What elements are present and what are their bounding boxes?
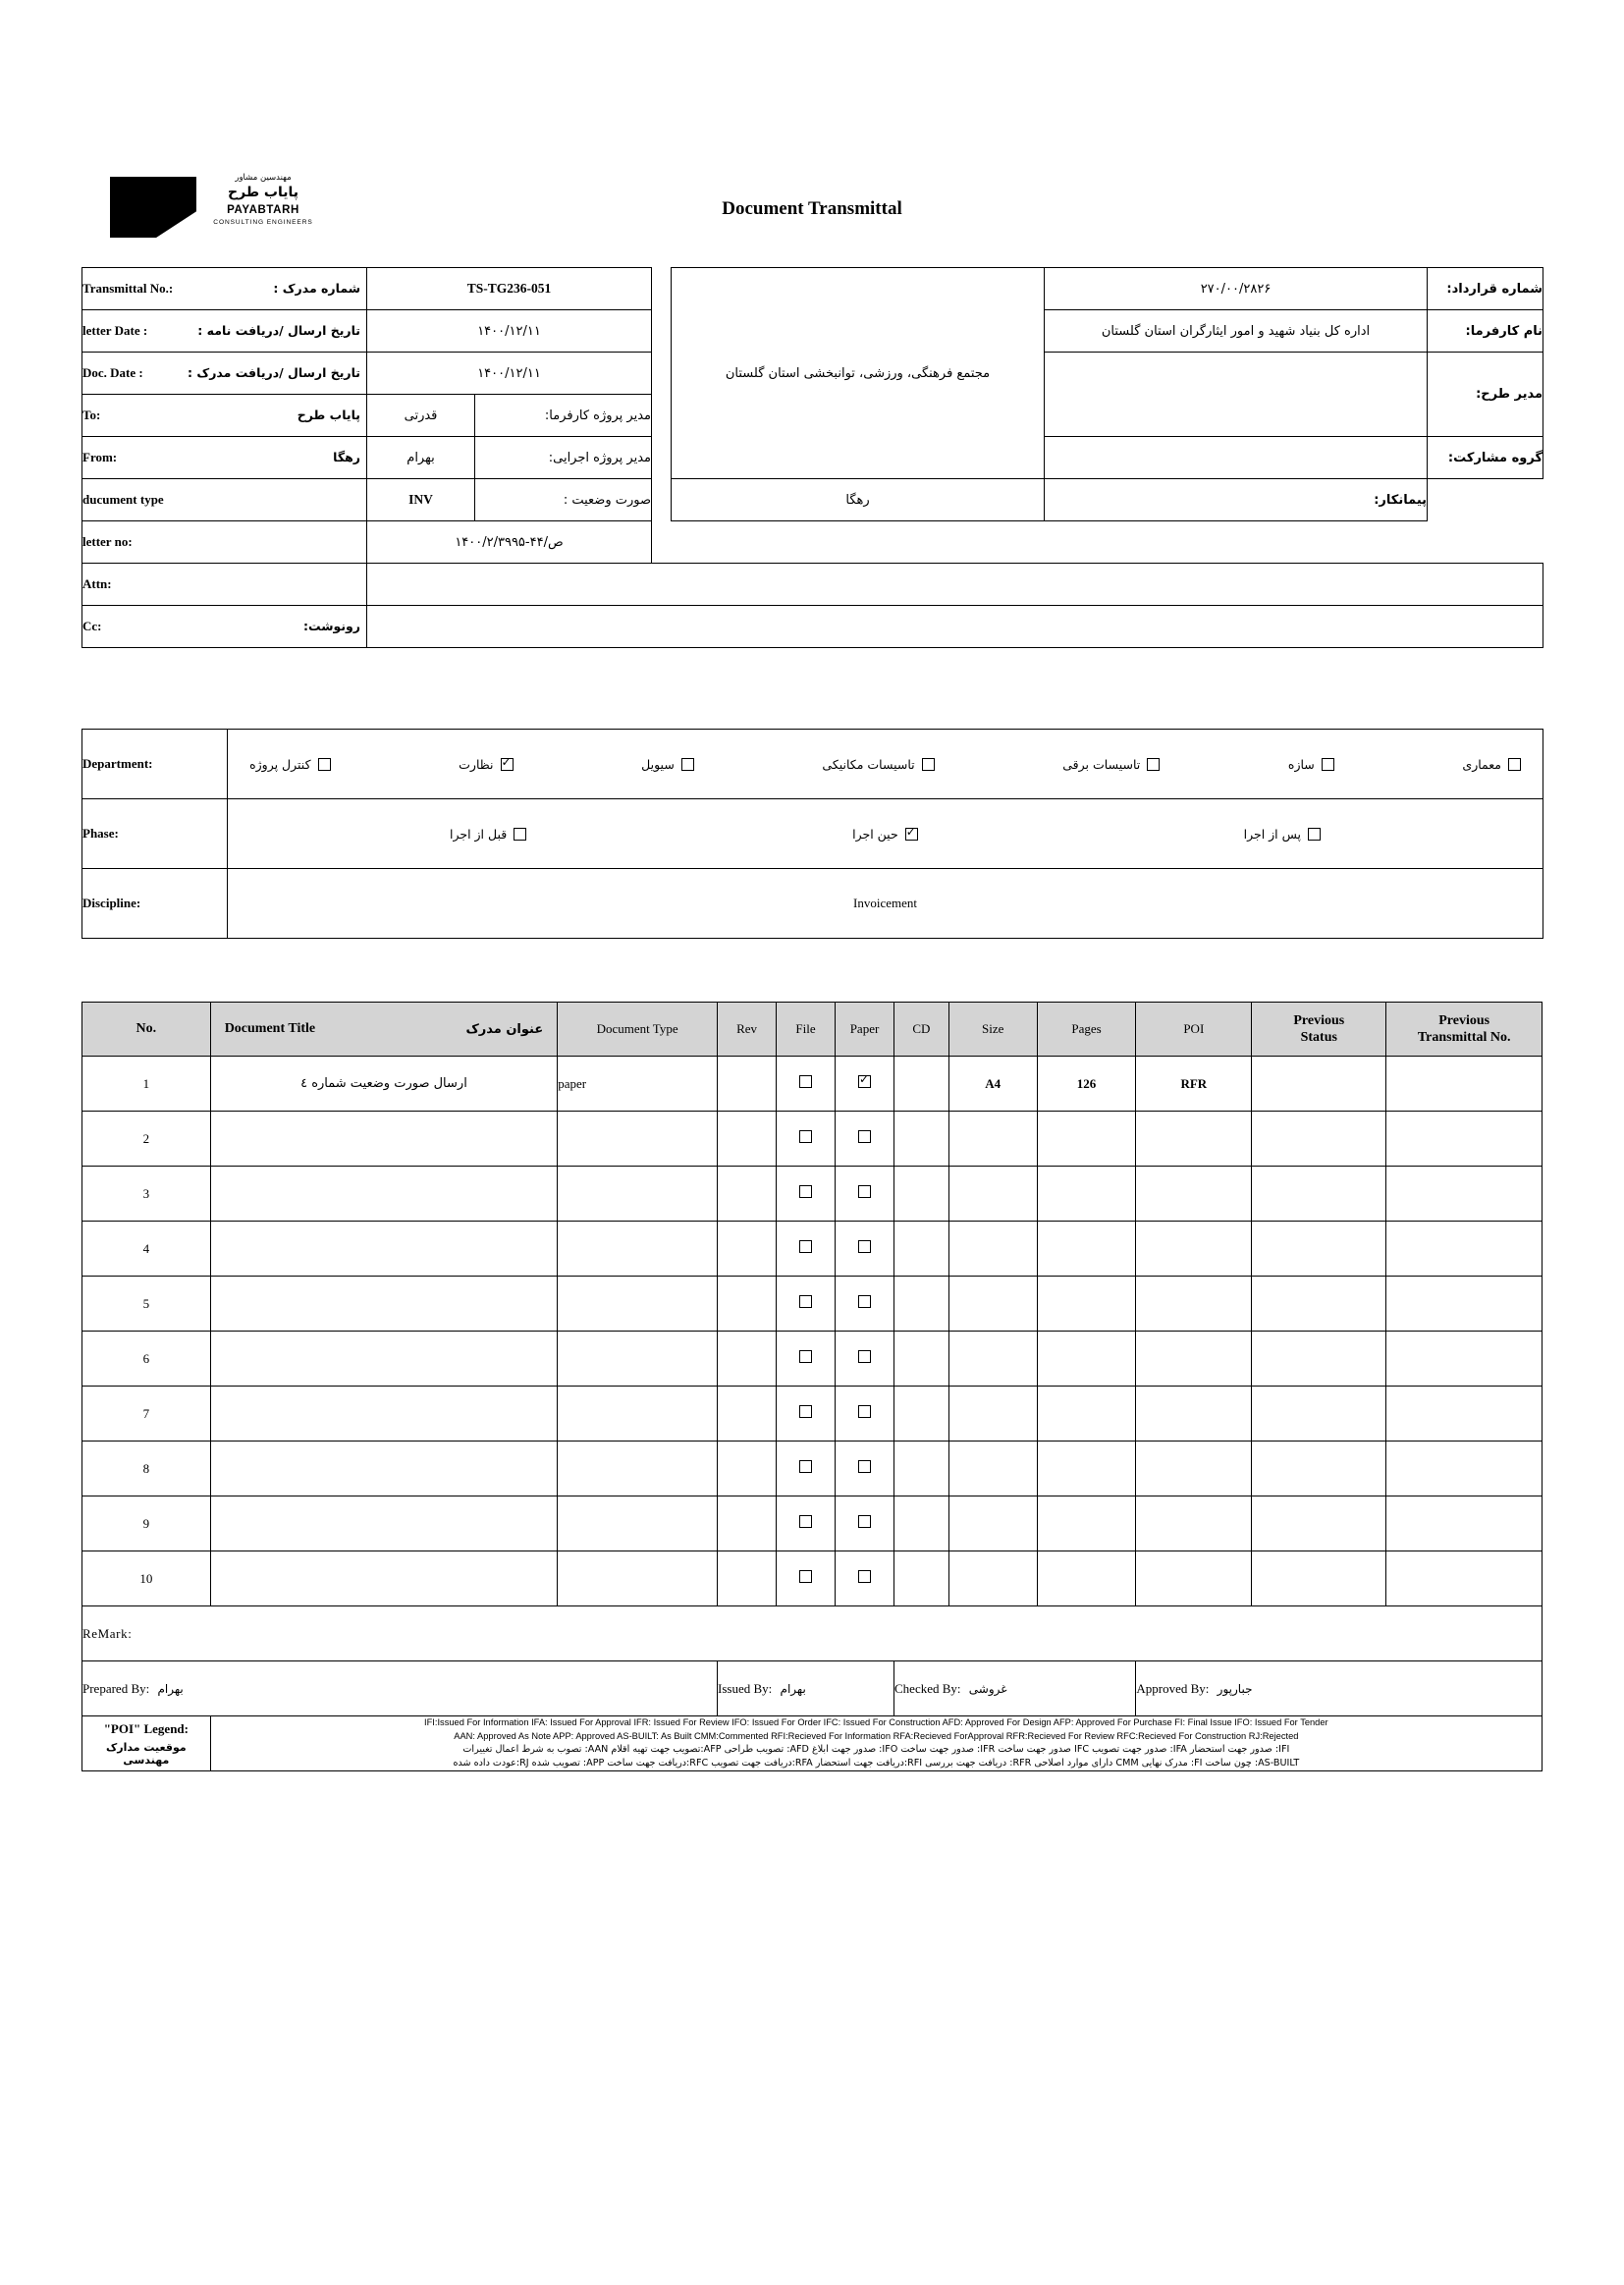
cell-no: 7 bbox=[82, 1387, 211, 1442]
cell-poi bbox=[1136, 1496, 1252, 1551]
checkbox-paper[interactable] bbox=[858, 1570, 871, 1583]
col-header-title-en: Document Title bbox=[224, 1021, 316, 1036]
cell-pages bbox=[1037, 1332, 1136, 1387]
cell-paper[interactable] bbox=[836, 1222, 894, 1277]
checkbox-file[interactable] bbox=[799, 1460, 812, 1473]
info-label-consortium: گروه مشارکت: bbox=[1428, 437, 1543, 479]
table-row bbox=[82, 1332, 1543, 1387]
cell-previous-transmittal bbox=[1386, 1551, 1543, 1606]
table-row bbox=[82, 1442, 1543, 1496]
info-value-attn bbox=[367, 564, 1543, 606]
cell-no: 3 bbox=[82, 1167, 211, 1222]
info-row bbox=[82, 268, 1543, 310]
cell-rev bbox=[718, 1167, 777, 1222]
department-option-label: معماری bbox=[1462, 756, 1501, 772]
info-value-to: قدرتی bbox=[367, 395, 475, 437]
classification-block bbox=[81, 729, 1543, 939]
cell-no: 9 bbox=[82, 1496, 211, 1551]
cell-pages bbox=[1037, 1167, 1136, 1222]
logo-line-2: پایاب طرح bbox=[228, 184, 298, 200]
document-list-block bbox=[81, 1002, 1543, 1771]
cell-paper[interactable] bbox=[836, 1387, 894, 1442]
cell-rev bbox=[718, 1057, 777, 1112]
phase-row bbox=[82, 799, 1543, 869]
checkbox-before-execution[interactable] bbox=[514, 828, 526, 841]
cell-pages bbox=[1037, 1112, 1136, 1167]
cell-previous-transmittal bbox=[1386, 1222, 1543, 1277]
cell-paper[interactable] bbox=[836, 1332, 894, 1387]
cell-no: 2 bbox=[82, 1112, 211, 1167]
cell-rev bbox=[718, 1442, 777, 1496]
cell-size bbox=[948, 1387, 1037, 1442]
department-option-electrical[interactable] bbox=[1062, 757, 1160, 772]
col-header-previous-transmittal-line1: Previous bbox=[1438, 1012, 1490, 1028]
col-header-cd: CD bbox=[894, 1003, 949, 1057]
cell-size bbox=[948, 1277, 1037, 1332]
col-header-previous-status bbox=[1252, 1003, 1386, 1057]
checkbox-paper[interactable] bbox=[858, 1130, 871, 1143]
cell-file[interactable] bbox=[777, 1057, 836, 1112]
info-label-transmittal-no: شماره مدرک : Transmittal No.: bbox=[82, 268, 367, 310]
cell-previous-status bbox=[1252, 1167, 1386, 1222]
cell-previous-status bbox=[1252, 1387, 1386, 1442]
checkbox-file[interactable] bbox=[799, 1295, 812, 1308]
cell-previous-transmittal bbox=[1386, 1387, 1543, 1442]
department-option-label: سیویل bbox=[641, 756, 675, 772]
cell-document-type bbox=[558, 1442, 718, 1496]
transmittal-info-table bbox=[81, 267, 1543, 648]
col-header-previous-transmittal bbox=[1386, 1003, 1543, 1057]
signature-label: Prepared By: bbox=[82, 1680, 150, 1696]
cell-size bbox=[948, 1167, 1037, 1222]
checkbox-file[interactable] bbox=[799, 1405, 812, 1418]
department-option-structure[interactable] bbox=[1288, 757, 1334, 772]
cell-file[interactable] bbox=[777, 1551, 836, 1606]
info-value-letter-no: ۱۴۰۰/ص/۴۴-۲/۳۹۹۵ bbox=[367, 521, 652, 564]
project-title: مجتمع فرهنگی، ورزشی، توانبخشی استان گلستان bbox=[672, 268, 1045, 479]
cell-previous-status bbox=[1252, 1551, 1386, 1606]
cell-document-title bbox=[210, 1551, 558, 1606]
legend-row bbox=[82, 1716, 1543, 1771]
checkbox-architecture[interactable] bbox=[1508, 758, 1521, 771]
remark-label: ReMark: bbox=[82, 1606, 1543, 1661]
cell-previous-status bbox=[1252, 1332, 1386, 1387]
checkbox-paper[interactable] bbox=[858, 1240, 871, 1253]
cell-document-type bbox=[558, 1496, 718, 1551]
info-value-employer-name: اداره کل بنیاد شهید و امور ایثارگران استان گلستان bbox=[1045, 310, 1428, 353]
info-role-to: مدیر پروژه کارفرما: bbox=[475, 395, 652, 437]
table-row bbox=[82, 1277, 1543, 1332]
cell-no: 10 bbox=[82, 1551, 211, 1606]
remark-row bbox=[82, 1606, 1543, 1661]
cell-rev bbox=[718, 1332, 777, 1387]
cell-document-title bbox=[210, 1167, 558, 1222]
table-row bbox=[82, 1057, 1543, 1112]
cell-previous-status bbox=[1252, 1277, 1386, 1332]
signature-checked-by bbox=[894, 1661, 1136, 1716]
phase-option-after-execution[interactable] bbox=[1244, 827, 1321, 842]
cell-cd bbox=[894, 1442, 949, 1496]
phase-option-label: پس از اجرا bbox=[1243, 826, 1302, 842]
legend-label-fa: موقعیت مدارک مهندسی bbox=[106, 1740, 187, 1767]
cell-document-title bbox=[210, 1442, 558, 1496]
cell-document-type bbox=[558, 1112, 718, 1167]
cell-cd bbox=[894, 1551, 949, 1606]
cell-previous-status bbox=[1252, 1442, 1386, 1496]
signature-prepared-by bbox=[82, 1661, 718, 1716]
info-label-doc-date: تاریخ ارسال /دریافت مدرک : Doc. Date : bbox=[82, 353, 367, 395]
col-header-title-fa: عنوان مدرک bbox=[465, 1021, 544, 1037]
page-title: Document Transmittal bbox=[722, 198, 902, 219]
checkbox-electrical[interactable] bbox=[1147, 758, 1160, 771]
checkbox-structure[interactable] bbox=[1322, 758, 1334, 771]
legend-label-en: "POI" Legend: bbox=[103, 1720, 189, 1736]
transmittal-info-block bbox=[81, 267, 1543, 648]
info-row bbox=[82, 479, 1543, 521]
info-label-attn: Attn: bbox=[82, 564, 367, 606]
info-value-letter-date: ۱۴۰۰/۱۲/۱۱ bbox=[367, 310, 652, 353]
cell-size bbox=[948, 1222, 1037, 1277]
discipline-label: Discipline: bbox=[82, 869, 228, 939]
info-value-project-manager bbox=[1045, 353, 1428, 437]
cell-size bbox=[948, 1112, 1037, 1167]
signature-value: جبارپور bbox=[1217, 1681, 1253, 1696]
col-header-previous-status-line1: Previous bbox=[1293, 1012, 1345, 1028]
cell-pages bbox=[1037, 1496, 1136, 1551]
logo-line-1: مهندسین مشاور bbox=[235, 173, 292, 183]
col-header-no: No. bbox=[82, 1003, 211, 1057]
cell-rev bbox=[718, 1222, 777, 1277]
cell-cd bbox=[894, 1277, 949, 1332]
cell-previous-transmittal bbox=[1386, 1496, 1543, 1551]
cell-rev bbox=[718, 1277, 777, 1332]
cell-file[interactable] bbox=[777, 1222, 836, 1277]
phase-options bbox=[228, 799, 1543, 869]
cell-document-title bbox=[210, 1332, 558, 1387]
checkbox-paper[interactable] bbox=[858, 1515, 871, 1528]
cell-previous-transmittal bbox=[1386, 1112, 1543, 1167]
col-header-size: Size bbox=[948, 1003, 1037, 1057]
cell-poi bbox=[1136, 1551, 1252, 1606]
cell-file[interactable] bbox=[777, 1167, 836, 1222]
info-label-to: پایاب طرح To: bbox=[82, 395, 367, 437]
table-row bbox=[82, 1496, 1543, 1551]
cell-cd bbox=[894, 1057, 949, 1112]
document-header bbox=[0, 147, 1624, 275]
info-value-from: بهرام bbox=[367, 437, 475, 479]
checkbox-project-control[interactable] bbox=[318, 758, 331, 771]
signature-label: Approved By: bbox=[1136, 1680, 1210, 1696]
checkbox-file[interactable] bbox=[799, 1350, 812, 1363]
info-label-letter-no: letter no: bbox=[82, 521, 367, 564]
cell-previous-status bbox=[1252, 1057, 1386, 1112]
department-option-civil[interactable] bbox=[641, 757, 694, 772]
department-label: Department: bbox=[82, 730, 228, 799]
cell-paper[interactable] bbox=[836, 1442, 894, 1496]
info-label-document-type: ducument type bbox=[82, 479, 367, 521]
cell-rev bbox=[718, 1387, 777, 1442]
cell-file[interactable] bbox=[777, 1277, 836, 1332]
info-value-contractor: رهگا bbox=[672, 479, 1045, 521]
info-role-from: مدیر پروژه اجرایی: bbox=[475, 437, 652, 479]
table-header-row bbox=[82, 1003, 1543, 1057]
cell-document-title bbox=[210, 1387, 558, 1442]
checkbox-civil[interactable] bbox=[681, 758, 694, 771]
signature-approved-by bbox=[1136, 1661, 1543, 1716]
info-label-contractor: پیمانکار: bbox=[1045, 479, 1428, 521]
signature-label: Checked By: bbox=[894, 1680, 961, 1696]
cell-previous-transmittal bbox=[1386, 1277, 1543, 1332]
checkbox-file[interactable] bbox=[799, 1570, 812, 1583]
cell-paper[interactable] bbox=[836, 1112, 894, 1167]
cell-poi bbox=[1136, 1222, 1252, 1277]
col-header-pages: Pages bbox=[1037, 1003, 1136, 1057]
cell-size bbox=[948, 1551, 1037, 1606]
info-value-document-type: INV bbox=[367, 479, 475, 521]
cell-poi bbox=[1136, 1277, 1252, 1332]
info-label-contract-no: شماره قرارداد: bbox=[1428, 268, 1543, 310]
checkbox-file[interactable] bbox=[799, 1130, 812, 1143]
checkbox-paper[interactable] bbox=[858, 1460, 871, 1473]
legend-line-fa-2: AS-BUILT: چون ساخت FI: مدرک نهایی CMM دارای موارد اصلاحی RFR: دریافت جهت بررسی RFI:دریافت جهت استحضار RFA:دریافت جهت تصویب RFC:دریافت جهت ساخت APP: تصویب شده RJ:عودت داده شده bbox=[453, 1757, 1300, 1768]
table-row bbox=[82, 1222, 1543, 1277]
cell-document-type bbox=[558, 1387, 718, 1442]
phase-label: Phase: bbox=[82, 799, 228, 869]
department-options bbox=[228, 730, 1543, 799]
info-row bbox=[82, 606, 1543, 648]
cell-pages bbox=[1037, 1551, 1136, 1606]
cell-document-type bbox=[558, 1167, 718, 1222]
cell-size bbox=[948, 1496, 1037, 1551]
legend-body bbox=[210, 1716, 1542, 1771]
cell-paper[interactable] bbox=[836, 1551, 894, 1606]
cell-file[interactable] bbox=[777, 1496, 836, 1551]
col-header-document-type: Document Type bbox=[558, 1003, 718, 1057]
cell-pages: 126 bbox=[1037, 1057, 1136, 1112]
info-label-cc: رونوشت: Cc: bbox=[82, 606, 367, 648]
cell-document-title bbox=[210, 1112, 558, 1167]
cell-size: A4 bbox=[948, 1057, 1037, 1112]
cell-size bbox=[948, 1442, 1037, 1496]
checkbox-paper[interactable] bbox=[858, 1405, 871, 1418]
info-value-consortium bbox=[1045, 437, 1428, 479]
cell-poi: RFR bbox=[1136, 1057, 1252, 1112]
cell-previous-status bbox=[1252, 1112, 1386, 1167]
info-value-contract-no: ۲۷۰/۰۰/۲۸۲۶ bbox=[1045, 268, 1428, 310]
col-header-paper: Paper bbox=[836, 1003, 894, 1057]
signature-row bbox=[82, 1661, 1543, 1716]
table-row bbox=[82, 1167, 1543, 1222]
cell-paper[interactable] bbox=[836, 1167, 894, 1222]
col-header-poi: POI bbox=[1136, 1003, 1252, 1057]
discipline-value: Invoicement bbox=[228, 869, 1543, 939]
legend-label bbox=[82, 1716, 211, 1771]
department-row bbox=[82, 730, 1543, 799]
info-label-employer-name: نام کارفرما: bbox=[1428, 310, 1543, 353]
cell-poi bbox=[1136, 1167, 1252, 1222]
table-row bbox=[82, 1112, 1543, 1167]
checkbox-paper[interactable] bbox=[858, 1185, 871, 1198]
cell-document-title: ارسال صورت وضعیت شماره ٤ bbox=[210, 1057, 558, 1112]
cell-document-title bbox=[210, 1277, 558, 1332]
legend-line-en-1: IFI:Issued For Information IFA: Issued For Approval IFR: Issued For Review IFO: Issued For Order IFC: Issued For Construction AFD: Approved For Design AFP: Approved For Purchase FI: Final Issue IFO: Issued For Tender bbox=[424, 1717, 1328, 1728]
checkbox-paper[interactable] bbox=[858, 1295, 871, 1308]
col-header-previous-transmittal-line2: Transmittal No. bbox=[1417, 1030, 1511, 1045]
classification-table bbox=[81, 729, 1543, 939]
info-value-doc-date: ۱۴۰۰/۱۲/۱۱ bbox=[367, 353, 652, 395]
cell-document-type bbox=[558, 1277, 718, 1332]
cell-no: 1 bbox=[82, 1057, 211, 1112]
checkbox-mechanical[interactable] bbox=[922, 758, 935, 771]
checkbox-paper[interactable] bbox=[858, 1350, 871, 1363]
cell-document-type bbox=[558, 1551, 718, 1606]
info-label-project-manager: مدیر طرح: bbox=[1428, 353, 1543, 437]
checkbox-file[interactable] bbox=[799, 1515, 812, 1528]
info-value-cc bbox=[367, 606, 1543, 648]
cell-no: 5 bbox=[82, 1277, 211, 1332]
cell-pages bbox=[1037, 1222, 1136, 1277]
checkbox-file[interactable] bbox=[799, 1185, 812, 1198]
department-option-supervision[interactable] bbox=[459, 757, 513, 772]
cell-cd bbox=[894, 1332, 949, 1387]
department-option-label: تاسیسات برقی bbox=[1062, 756, 1141, 772]
cell-previous-transmittal bbox=[1386, 1442, 1543, 1496]
col-header-file: File bbox=[777, 1003, 836, 1057]
cell-paper[interactable] bbox=[836, 1277, 894, 1332]
checkbox-file[interactable] bbox=[799, 1240, 812, 1253]
legend-line-fa-1: IFI: صدور جهت استحضار IFA: صدور جهت تصویب IFC صدور جهت ساخت IFR: صدور جهت ساخت IFO: صدور جهت ابلاغ AFD: تصویب طراحی AFP:تصویب جهت تهیه اقلام AAN: تصوب به شرط اعمال تغییرات bbox=[462, 1744, 1290, 1756]
phase-option-before-execution[interactable] bbox=[450, 827, 526, 842]
info-role-document-type: صورت وضعیت : bbox=[475, 479, 652, 521]
cell-poi bbox=[1136, 1332, 1252, 1387]
signature-value: بهرام bbox=[780, 1681, 806, 1696]
logo-line-4: CONSULTING ENGINEERS bbox=[213, 218, 313, 226]
cell-rev bbox=[718, 1112, 777, 1167]
cell-poi bbox=[1136, 1442, 1252, 1496]
checkbox-supervision[interactable] bbox=[501, 758, 514, 771]
info-label-letter-date: تاریخ ارسال /دریافت نامه : letter Date : bbox=[82, 310, 367, 353]
department-option-label: نظارت bbox=[459, 756, 494, 772]
cell-previous-transmittal bbox=[1386, 1057, 1543, 1112]
cell-pages bbox=[1037, 1387, 1136, 1442]
cell-document-title bbox=[210, 1222, 558, 1277]
phase-option-label: قبل از اجرا bbox=[449, 826, 508, 842]
cell-rev bbox=[718, 1496, 777, 1551]
info-value-transmittal-no: TS-TG236-051 bbox=[367, 268, 652, 310]
phase-option-during-execution[interactable] bbox=[852, 827, 918, 842]
cell-no: 4 bbox=[82, 1222, 211, 1277]
cell-previous-status bbox=[1252, 1222, 1386, 1277]
col-header-document-title bbox=[210, 1003, 558, 1057]
signature-value: غروشی bbox=[968, 1681, 1007, 1696]
cell-document-type bbox=[558, 1332, 718, 1387]
checkbox-after-execution[interactable] bbox=[1308, 828, 1321, 841]
cell-poi bbox=[1136, 1112, 1252, 1167]
legend-line-en-2: AAN: Approved As Note APP: Approved AS-BUILT: As Built CMM:Commented RFI:Recieved For Information RFA:Recieved ForApproval RFR:Recieved For Review RFC:Recieved For Construction RJ:Rejected bbox=[454, 1730, 1299, 1741]
col-header-rev: Rev bbox=[718, 1003, 777, 1057]
document-list-table bbox=[81, 1002, 1543, 1771]
department-option-label: سازه bbox=[1287, 756, 1315, 772]
logo-line-3: PAYABTARH bbox=[227, 204, 299, 217]
department-option-architecture[interactable] bbox=[1462, 757, 1521, 772]
signature-value: بهرام bbox=[157, 1681, 184, 1696]
cell-document-title bbox=[210, 1496, 558, 1551]
cell-no: 6 bbox=[82, 1332, 211, 1387]
department-option-mechanical[interactable] bbox=[822, 757, 934, 772]
cell-cd bbox=[894, 1496, 949, 1551]
cell-file[interactable] bbox=[777, 1387, 836, 1442]
info-label-from: رهگا From: bbox=[82, 437, 367, 479]
cell-document-type: paper bbox=[558, 1057, 718, 1112]
discipline-row bbox=[82, 869, 1543, 939]
checkbox-file[interactable] bbox=[799, 1075, 812, 1088]
cell-cd bbox=[894, 1167, 949, 1222]
cell-rev bbox=[718, 1551, 777, 1606]
col-header-previous-status-line2: Status bbox=[1300, 1030, 1337, 1045]
cell-previous-transmittal bbox=[1386, 1167, 1543, 1222]
signature-label: Issued By: bbox=[718, 1680, 773, 1696]
cell-poi bbox=[1136, 1387, 1252, 1442]
table-row bbox=[82, 1387, 1543, 1442]
cell-previous-transmittal bbox=[1386, 1332, 1543, 1387]
cell-paper[interactable] bbox=[836, 1496, 894, 1551]
checkbox-paper[interactable] bbox=[858, 1075, 871, 1088]
cell-file[interactable] bbox=[777, 1442, 836, 1496]
cell-cd bbox=[894, 1112, 949, 1167]
cell-cd bbox=[894, 1387, 949, 1442]
phase-option-label: حین اجرا bbox=[852, 826, 898, 842]
department-option-label: تاسیسات مکانیکی bbox=[822, 756, 915, 772]
cell-document-type bbox=[558, 1222, 718, 1277]
cell-size bbox=[948, 1332, 1037, 1387]
info-row bbox=[82, 564, 1543, 606]
department-option-label: کنترل پروژه bbox=[249, 756, 311, 772]
cell-pages bbox=[1037, 1277, 1136, 1332]
cell-cd bbox=[894, 1222, 949, 1277]
cell-paper[interactable] bbox=[836, 1057, 894, 1112]
cell-file[interactable] bbox=[777, 1112, 836, 1167]
cell-pages bbox=[1037, 1442, 1136, 1496]
cell-previous-status bbox=[1252, 1496, 1386, 1551]
cell-file[interactable] bbox=[777, 1332, 836, 1387]
signature-issued-by bbox=[718, 1661, 894, 1716]
department-option-project-control[interactable] bbox=[249, 757, 330, 772]
info-row bbox=[82, 521, 1543, 564]
cell-no: 8 bbox=[82, 1442, 211, 1496]
checkbox-during-execution[interactable] bbox=[905, 828, 918, 841]
table-row bbox=[82, 1551, 1543, 1606]
